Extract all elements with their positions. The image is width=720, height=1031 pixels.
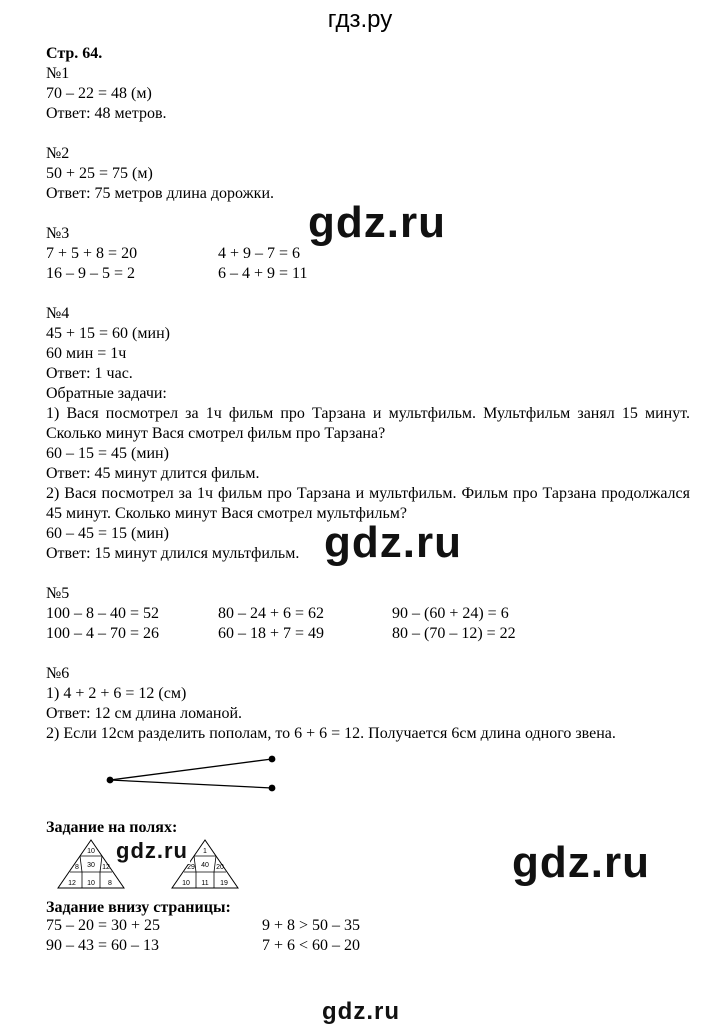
triangle-cell: 11: [201, 880, 209, 887]
triangle-cell: 19: [220, 880, 228, 887]
task-5-number: №5: [46, 585, 70, 602]
triangle-cell: 30: [87, 862, 95, 869]
task-1-number: №1: [46, 65, 70, 82]
task-6-answer: Ответ: 12 см длина ломаной.: [46, 705, 243, 722]
task-5-expr: 100 – 4 – 70 = 26: [46, 625, 160, 642]
margin-task-title: Задание на полях:: [46, 819, 178, 836]
polyline-point: [107, 777, 114, 784]
task-2-number: №2: [46, 145, 70, 162]
polyline-figure: [100, 750, 290, 800]
task-4-inverse-1-text: 1) Вася посмотрел за 1ч фильм про Тарзана и мультфильм. Мультфильм занял 15 минут. Сколько минут Вася смотрел фильм про Тарзана?: [46, 405, 690, 442]
triangle-cell: 12: [68, 880, 76, 887]
bottom-task-expr: 7 + 6 < 60 – 20: [262, 937, 361, 954]
task-4-line: 45 + 15 = 60 (мин): [46, 325, 170, 342]
task-4-subtitle: Обратные задачи:: [46, 385, 167, 402]
task-1-line: 70 – 22 = 48 (м): [46, 85, 152, 102]
task-4-inverse-1-calc: 60 – 15 = 45 (мин): [46, 445, 169, 462]
task-4-inverse-2-text: 2) Вася посмотрел за 1ч фильм про Тарзана и мультфильм. Фильм про Тарзана продолжался 45 минут. Сколько минут Вася смотрел мультфильм?: [46, 485, 690, 522]
task-3-expr: 4 + 9 – 7 = 6: [218, 245, 301, 262]
task-4-inverse-2-answer: Ответ: 15 минут длился мультфильм.: [46, 545, 300, 562]
task-4-inverse-2-calc: 60 – 45 = 15 (мин): [46, 525, 169, 542]
task-6-line: 1) 4 + 2 + 6 = 12 (см): [46, 685, 187, 702]
task-5-expr: 90 – (60 + 24) = 6: [392, 605, 509, 622]
site-header: гдз.ру: [327, 6, 393, 33]
task-3-expr: 7 + 5 + 8 = 20: [46, 245, 138, 262]
bottom-task-expr: 9 + 8 > 50 – 35: [262, 917, 361, 934]
triangle-cell: 10: [182, 880, 190, 887]
triangle-cell: 10: [87, 848, 95, 855]
task-5-expr: 80 – 24 + 6 = 62: [218, 605, 325, 622]
page-title: Стр. 64.: [46, 45, 103, 62]
polyline-point: [269, 756, 276, 763]
task-2-line: 50 + 25 = 75 (м): [46, 165, 153, 182]
watermark: gdz.ru: [512, 838, 650, 887]
task-1-answer: Ответ: 48 метров.: [46, 105, 167, 122]
triangle-cell: 8: [75, 864, 79, 871]
triangle-cell: 29: [187, 864, 195, 871]
task-5-expr: 100 – 8 – 40 = 52: [46, 605, 160, 622]
watermark: gdz.ru: [324, 518, 462, 567]
triangle-cell: 8: [108, 880, 112, 887]
task-3-expr: 16 – 9 – 5 = 2: [46, 265, 136, 282]
task-3-expr: 6 – 4 + 9 = 11: [218, 265, 308, 282]
triangle-cell: 10: [87, 880, 95, 887]
task-6-number: №6: [46, 665, 70, 682]
task-4-line: 60 мин = 1ч: [46, 345, 127, 362]
triangle-cell: 12: [102, 864, 110, 871]
watermark: gdz.ru: [116, 838, 188, 863]
task-3-number: №3: [46, 225, 70, 242]
triangle-cell: 20: [216, 864, 224, 871]
watermark: gdz.ru: [308, 198, 446, 247]
bottom-task-expr: 90 – 43 = 60 – 13: [46, 937, 160, 954]
triangle-cell: 1: [203, 848, 207, 855]
task-2-answer: Ответ: 75 метров длина дорожки.: [46, 185, 274, 202]
task-5-expr: 60 – 18 + 7 = 49: [218, 625, 325, 642]
task-5-expr: 80 – (70 – 12) = 22: [392, 625, 516, 642]
polyline-point: [269, 785, 276, 792]
bottom-task-expr: 75 – 20 = 30 + 25: [46, 917, 161, 934]
bottom-task-title: Задание внизу страницы:: [46, 899, 231, 916]
triangle-cell: 40: [201, 862, 209, 869]
task-4-inverse-1-answer: Ответ: 45 минут длится фильм.: [46, 465, 260, 482]
task-6-line: 2) Если 12см разделить пополам, то 6 + 6 = 12. Получается 6см длина одного звена.: [46, 725, 616, 742]
task-4-answer: Ответ: 1 час.: [46, 365, 133, 382]
watermark: gdz.ru: [322, 998, 400, 1025]
task-4-number: №4: [46, 305, 70, 322]
